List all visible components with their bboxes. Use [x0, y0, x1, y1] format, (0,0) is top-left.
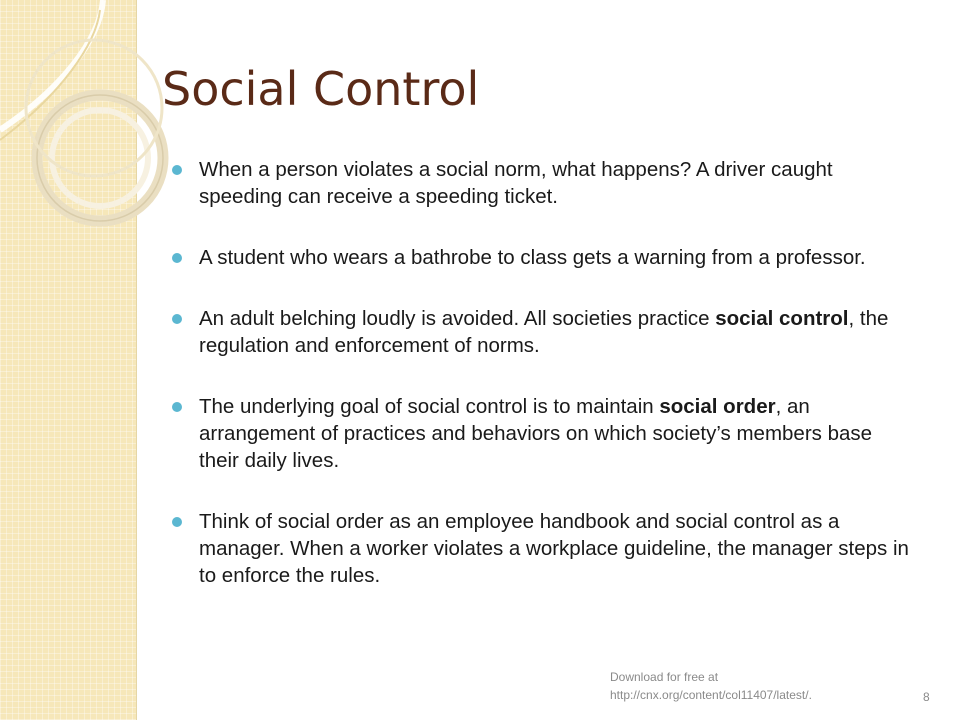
- bullet-text: An adult belching loudly is avoided. All societies practice: [199, 307, 716, 330]
- bullet-dot-icon: [172, 165, 182, 175]
- bullet-bold-term: social control: [715, 307, 849, 330]
- bullet-text: When a person violates a social norm, what happens? A driver caught speeding can receive a speeding ticket.: [199, 158, 833, 208]
- bullet-text: The underlying goal of social control is to maintain: [199, 395, 660, 418]
- bullet-text: A student who wears a bathrobe to class gets a warning from a professor.: [199, 246, 866, 269]
- footer-line: Download for free at: [610, 670, 719, 684]
- bullet-list: [172, 156, 912, 623]
- bullet-item: [172, 244, 912, 271]
- footer-attribution: [610, 668, 812, 704]
- slide-title: Social Control: [162, 62, 480, 116]
- footer-link[interactable]: http://cnx.org/content/col11407/latest/.: [610, 688, 812, 702]
- bullet-item: [172, 508, 912, 589]
- bullet-text: , an arrangement of practices and behaviors on which society’s members base their daily lives.: [199, 395, 873, 472]
- decorative-sidebar: [0, 0, 137, 720]
- bullet-item: [172, 393, 912, 474]
- bullet-bold-term: social order: [659, 395, 776, 418]
- bullet-item: [172, 305, 912, 359]
- bullet-text: Think of social order as an employee handbook and social control as a manager. When a worker violates a workplace guideline, the manager steps in to enforce the rules.: [199, 510, 909, 587]
- bullet-dot-icon: [172, 253, 182, 263]
- bullet-dot-icon: [172, 402, 182, 412]
- bullet-dot-icon: [172, 517, 182, 527]
- slide-number: 8: [923, 690, 930, 704]
- bullet-dot-icon: [172, 314, 182, 324]
- bullet-item: [172, 156, 912, 210]
- bullet-text: , the regulation and enforcement of norms.: [199, 307, 889, 357]
